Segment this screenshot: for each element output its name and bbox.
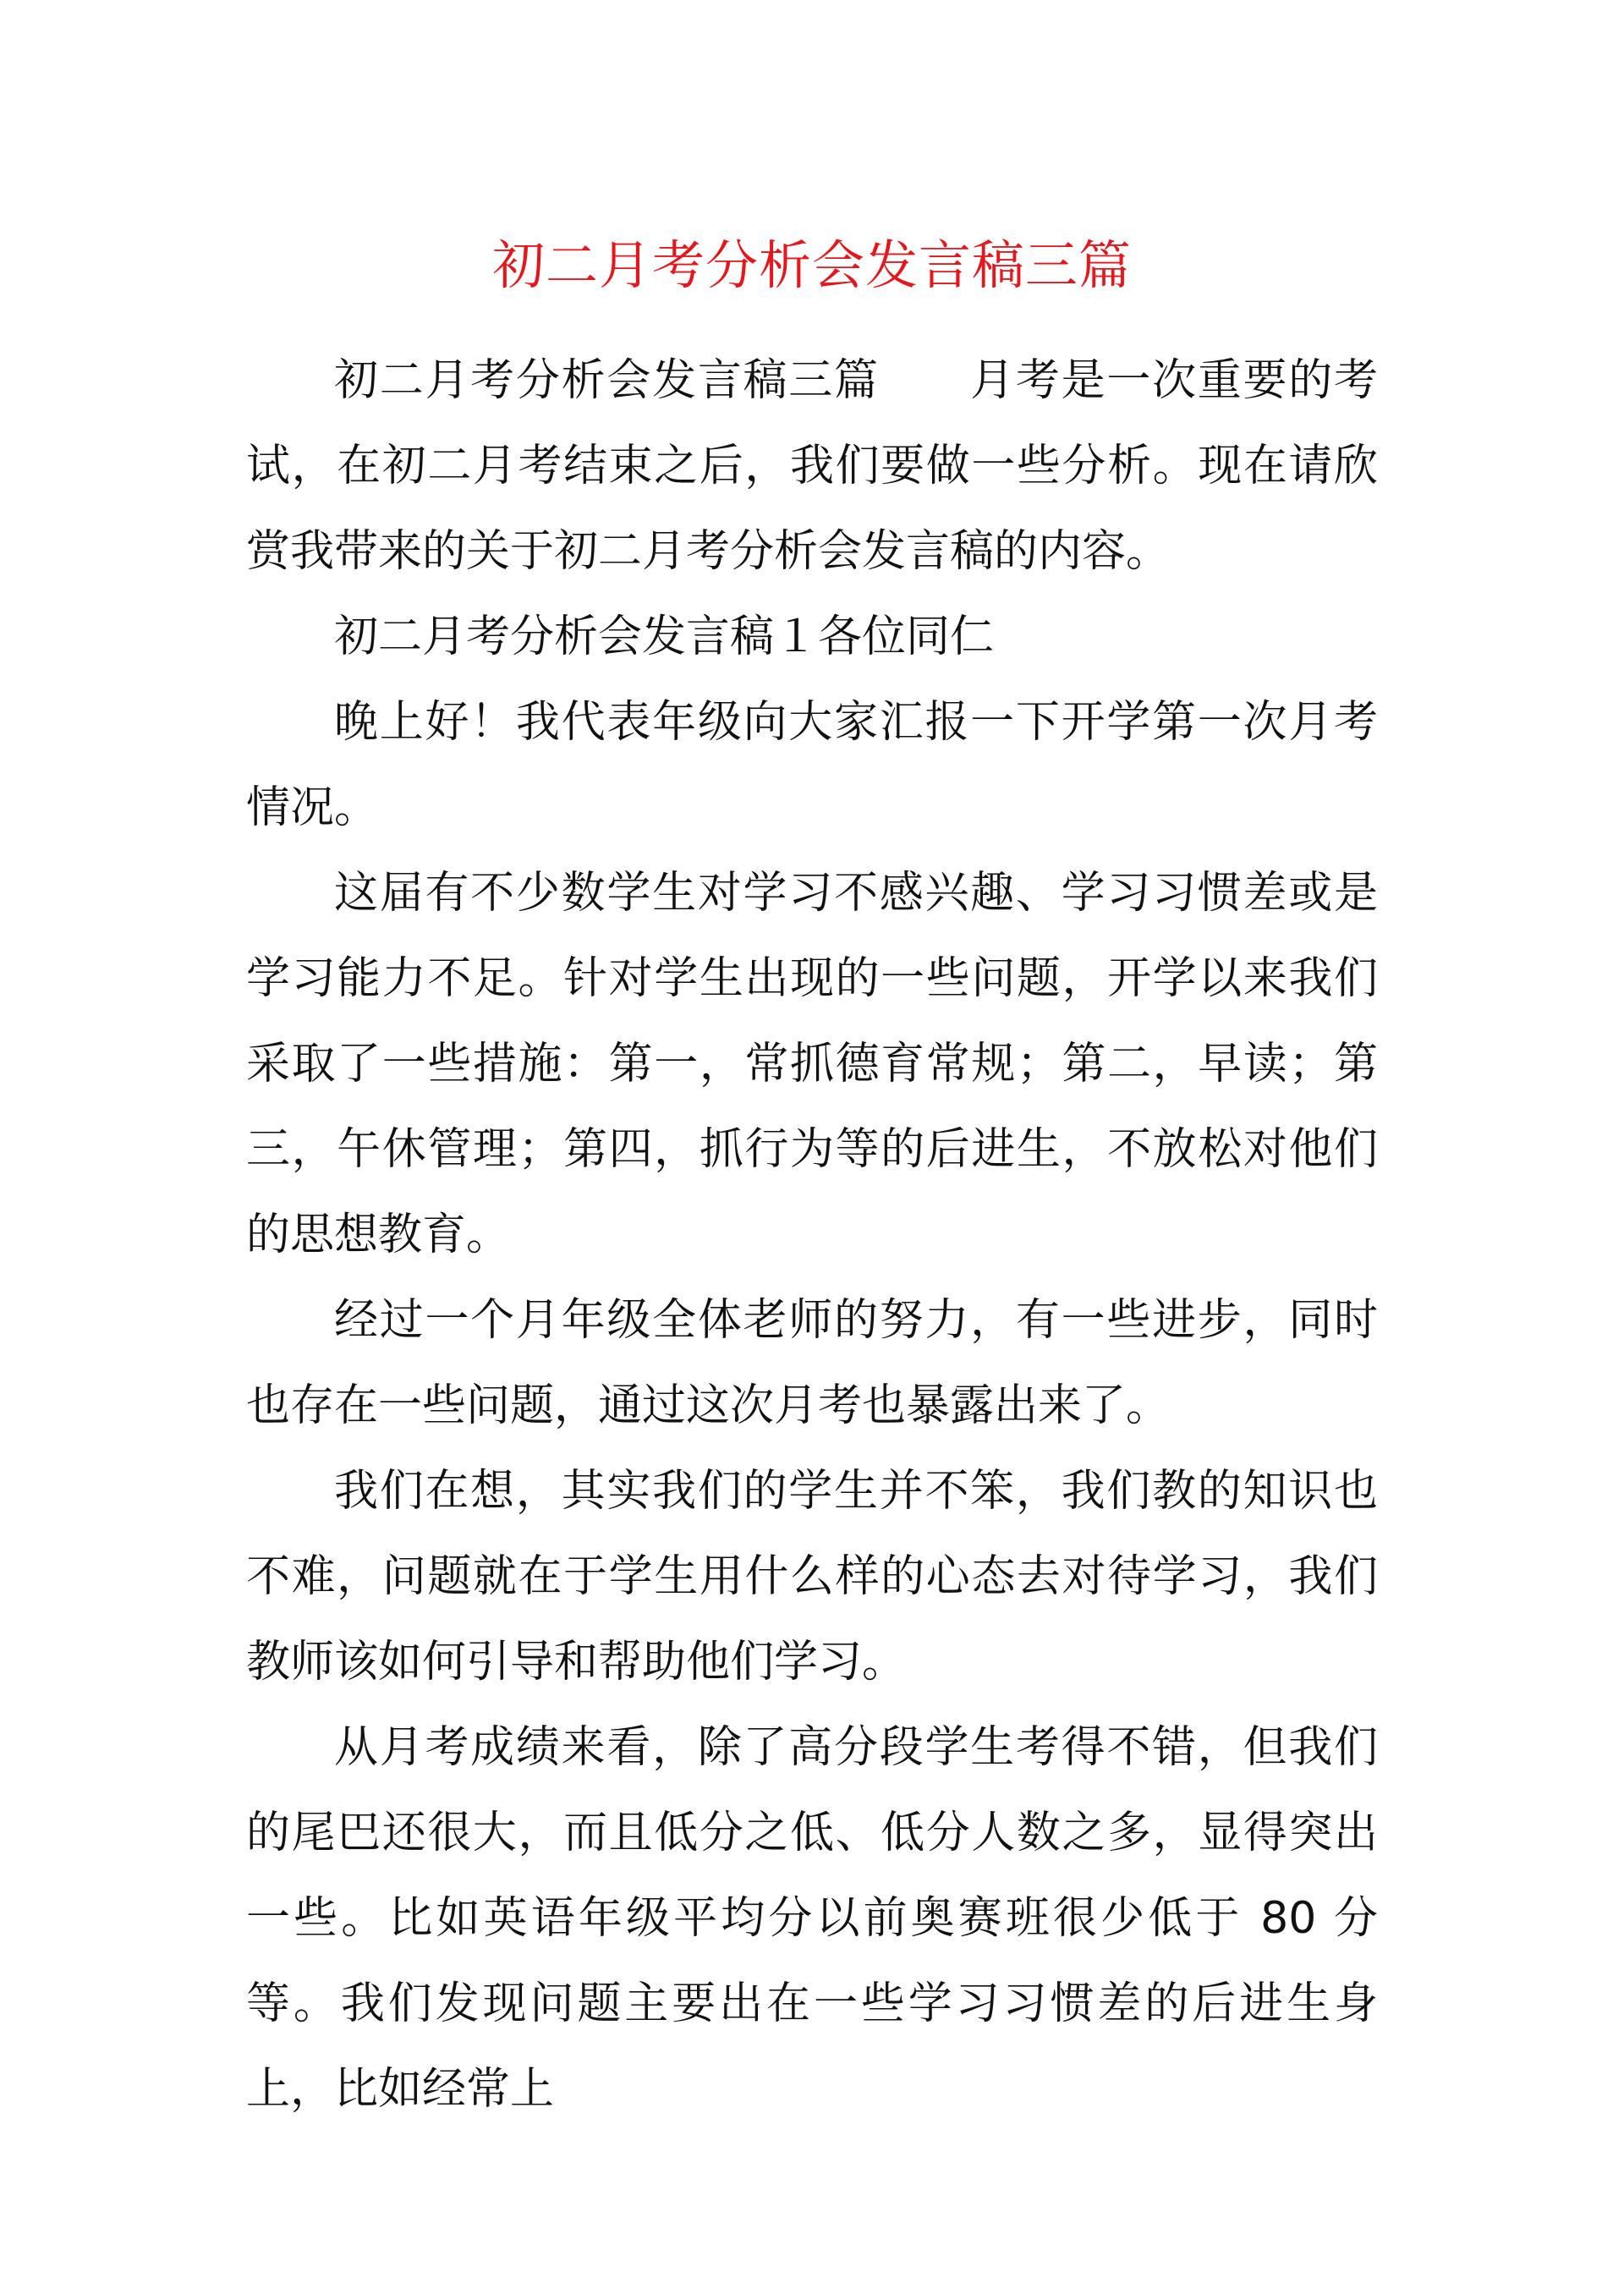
paragraph-measures: 这届有不少数学生对学习不感兴趣、学习习惯差或是学习能力不足。针对学生出现的一些问题，开学以来我们采取了一些措施：第一，常抓德育常规；第二，早读；第三，午休管理；第四，抓行为等的后进生，不放松对他们的思想教育。	[246, 868, 1378, 1260]
paragraph-progress: 经过一个月年级全体老师的努力，有一些进步，同时也存在一些问题，通过这次月考也暴露出来了。	[246, 1295, 1378, 1431]
paragraph-reflection: 我们在想，其实我们的学生并不笨，我们教的知识也不难，问题就在于学生用什么样的心态去对待学习，我们教师该如何引导和帮助他们学习。	[246, 1466, 1378, 1688]
document-body	[246, 338, 1378, 2132]
paragraph-greeting: 晚上好！我代表年级向大家汇报一下开学第一次月考情况。	[246, 697, 1378, 833]
document-title: 初二月考分析会发言稿三篇	[491, 234, 1132, 296]
paragraph-intro: 初二月考分析会发言稿三篇 月考是一次重要的考试，在初二月考结束之后，我们要做一些分析。现在请欣赏我带来的关于初二月考分析会发言稿的内容。	[246, 355, 1378, 577]
paragraph-speech-heading: 初二月考分析会发言稿１各位同仁	[334, 612, 995, 662]
paragraph-results: 从月考成绩来看，除了高分段学生考得不错，但我们的尾巴还很大，而且低分之低、低分人数之多，显得突出一些。比如英语年级平均分以前奥赛班很少低于 80 分等。我们发现问题主要出在一些学习习惯差的后进生身上，比如经常上	[246, 1722, 1378, 2115]
